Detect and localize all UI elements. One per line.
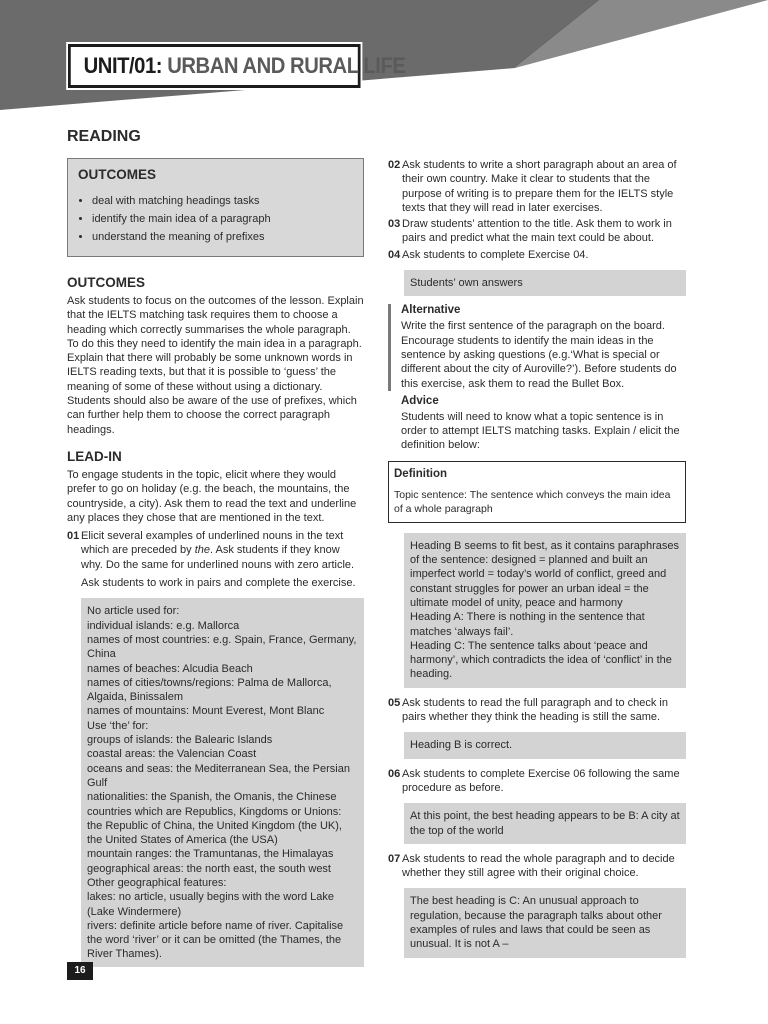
exercise-number: 05: [388, 696, 401, 709]
exercise-04: [388, 248, 686, 262]
alternative-text: Write the first sentence of the paragraph on the board. Encourage students to identify the main ideas in the sentence by asking questions (e.g.‘What is special or different about the city of Auroville?’). Before students do this exercise, ask them to read the Bullet Box.: [401, 320, 677, 390]
answer-line: coastal areas: the Valencian Coast: [87, 748, 257, 761]
unit-label: UNIT/01:: [83, 53, 163, 78]
answer-line: individual islands: e.g. Mallorca: [87, 619, 240, 632]
alternative-title: Alternative: [401, 304, 461, 317]
outcomes-box-title: OUTCOMES: [78, 167, 157, 182]
answer-line: names of beaches: Alcudia Beach: [87, 662, 253, 675]
answer-line: No article used for:: [87, 605, 180, 618]
left-column: [67, 128, 364, 967]
answer-heading-box: [404, 533, 686, 688]
exercise-02: [388, 158, 686, 215]
exercise-text: Ask students to read the whole paragraph and to decide whether they still agree with their original choice.: [402, 852, 675, 880]
answer-07-box: The best heading is C: An unusual approach to regulation, because the paragraph talks about other examples of rules and laws that could be seen as unusual. It is not A –: [404, 888, 686, 957]
answer-line: Heading B seems to fit best, as it contains paraphrases of the sentence: designed = planned and built an imperfect world = today’s world of conflict, greed and constant struggles for power an urban ideal = the ultimate model of unity, peace and harmony: [410, 539, 680, 609]
answer-line: Other geographical features:: [87, 876, 227, 889]
page-number: 16: [67, 962, 93, 980]
answer-line: nationalities: the Spanish, the Omanis, the Chinese: [87, 791, 337, 804]
exercise-07: [388, 852, 686, 881]
exercise-text: Draw students’ attention to the title. Ask them to work in pairs and predict what the main text could be about.: [402, 218, 672, 245]
answer-line: names of mountains: Mount Everest, Mont Blanc: [87, 705, 325, 718]
exercise-06: [388, 767, 686, 796]
exercise-05: [388, 696, 686, 725]
answer-line: names of cities/towns/regions: Palma de Mallorca, Algaida, Binissalem: [87, 676, 332, 704]
answer-05-box: Heading B is correct.: [404, 732, 686, 758]
exercise-text: Ask students to complete Exercise 06 following the same procedure as before.: [402, 767, 680, 794]
exercise-number: 07: [388, 852, 401, 865]
leadin-heading: LEAD-IN: [67, 448, 122, 464]
answer-06-box: At this point, the best heading appears to be B: A city at the top of the world: [404, 803, 686, 844]
exercise-text: Ask students to complete Exercise 04.: [402, 248, 589, 261]
exercise-number: 01: [67, 530, 80, 543]
advice-block: [388, 395, 686, 453]
answer-line: names of most countries: e.g. Spain, France, Germany, China: [87, 633, 357, 661]
exercise-text-a: Elicit several examples of underlined nouns in the text which are preceded by: [81, 530, 344, 557]
definition-title: Definition: [394, 467, 448, 480]
alternative-block: [388, 304, 686, 390]
answer-line: Use ‘the’ for:: [87, 719, 149, 732]
outcome-item: • identify the main idea of a paragraph: [92, 210, 353, 228]
exercise-text-b: . Ask students if they know why. Do the same for underlined nouns with zero article.: [81, 544, 355, 571]
exercise-number: 04: [388, 248, 401, 261]
answer-line: rivers: definite article before name of river. Capitalise the word ‘river’ or it can be omitted (the Thames, the River Thames).: [87, 919, 344, 961]
answer-line: lakes: no article, usually begins with the word Lake (Lake Windermere): [87, 891, 335, 918]
answer-line: countries which are Republics, Kingdoms or Unions: the Republic of China, the United Kingdom (the UK), the United States of America (the USA): [87, 805, 342, 847]
answer-line: Heading C: The sentence talks about ‘peace and harmony’, which contradicts the idea of ‘conflict’ in the heading.: [410, 639, 672, 681]
answer-line: Heading A: There is nothing in the sentence that matches ‘always fail’.: [410, 611, 645, 638]
exercise-01: [67, 529, 364, 572]
definition-box: [388, 461, 686, 523]
unit-title: [68, 44, 406, 88]
outcomes-box: [67, 158, 364, 257]
unit-topic: URBAN AND RURAL LIFE: [162, 53, 406, 78]
answers-01-box: [81, 598, 364, 966]
reading-title: READING: [67, 128, 141, 145]
answer-line: oceans and seas: the Mediterranean Sea, the Persian Gulf: [87, 762, 350, 789]
advice-text: Students will need to know what a topic sentence is in order to attempt IELTS matching tasks. Explain / elicit the definition below:: [401, 410, 680, 452]
exercise-03: [388, 217, 686, 246]
answer-line: mountain ranges: the Tramuntanas, the Himalayas: [87, 848, 334, 861]
outcomes-list: [78, 192, 353, 246]
exercise-text-italic: the: [194, 544, 211, 557]
exercise-number: 03: [388, 218, 401, 231]
exercise-text: [81, 529, 364, 572]
answer-line: groups of islands: the Balearic Islands: [87, 734, 273, 747]
right-column: [388, 156, 686, 966]
leadin-text: To engage students in the topic, elicit where they would prefer to go on holiday (e.g. the beach, the mountains, the countryside, a city). Ask them to read the text and underline any places they chose that are mentioned in the text.: [67, 468, 357, 524]
exercise-text: Ask students to read the full paragraph and to check in pairs whether they think the heading is still the same.: [402, 696, 668, 724]
exercise-number: 06: [388, 767, 401, 780]
answer-line: geographical areas: the north east, the south west: [87, 862, 331, 875]
outcomes-text: Ask students to focus on the outcomes of the lesson. Explain that the IELTS matching task requires them to choose a heading which correctly summarises the whole paragraph. To do this they need to identify the main idea in a paragraph. Explain that there will probably be some unknown words in IELTS reading texts, but that it is possible to ‘guess’ the meaning of some of these without using a dictionary. Students should also be aware of the use of prefixes, which can further help them to choose the correct paragraph headings.: [67, 295, 364, 436]
exercise-number: 02: [388, 159, 401, 171]
definition-text: Topic sentence: The sentence which conveys the main idea of a whole paragraph: [394, 488, 671, 515]
exercise-01-instruction: Ask students to work in pairs and complete the exercise.: [81, 577, 356, 590]
exercise-text: Ask students to write a short paragraph about an area of their own country. Make it clear to students that the purpose of writing is to prepare them for the IELTS style texts that they will read in later exercises.: [402, 159, 677, 214]
outcomes-heading: OUTCOMES: [67, 275, 146, 290]
outcome-item: • deal with matching headings tasks: [92, 192, 353, 210]
outcome-item: • understand the meaning of prefixes: [92, 228, 353, 246]
answer-04-box: Students’ own answers: [404, 270, 686, 296]
advice-title: Advice: [401, 394, 439, 407]
